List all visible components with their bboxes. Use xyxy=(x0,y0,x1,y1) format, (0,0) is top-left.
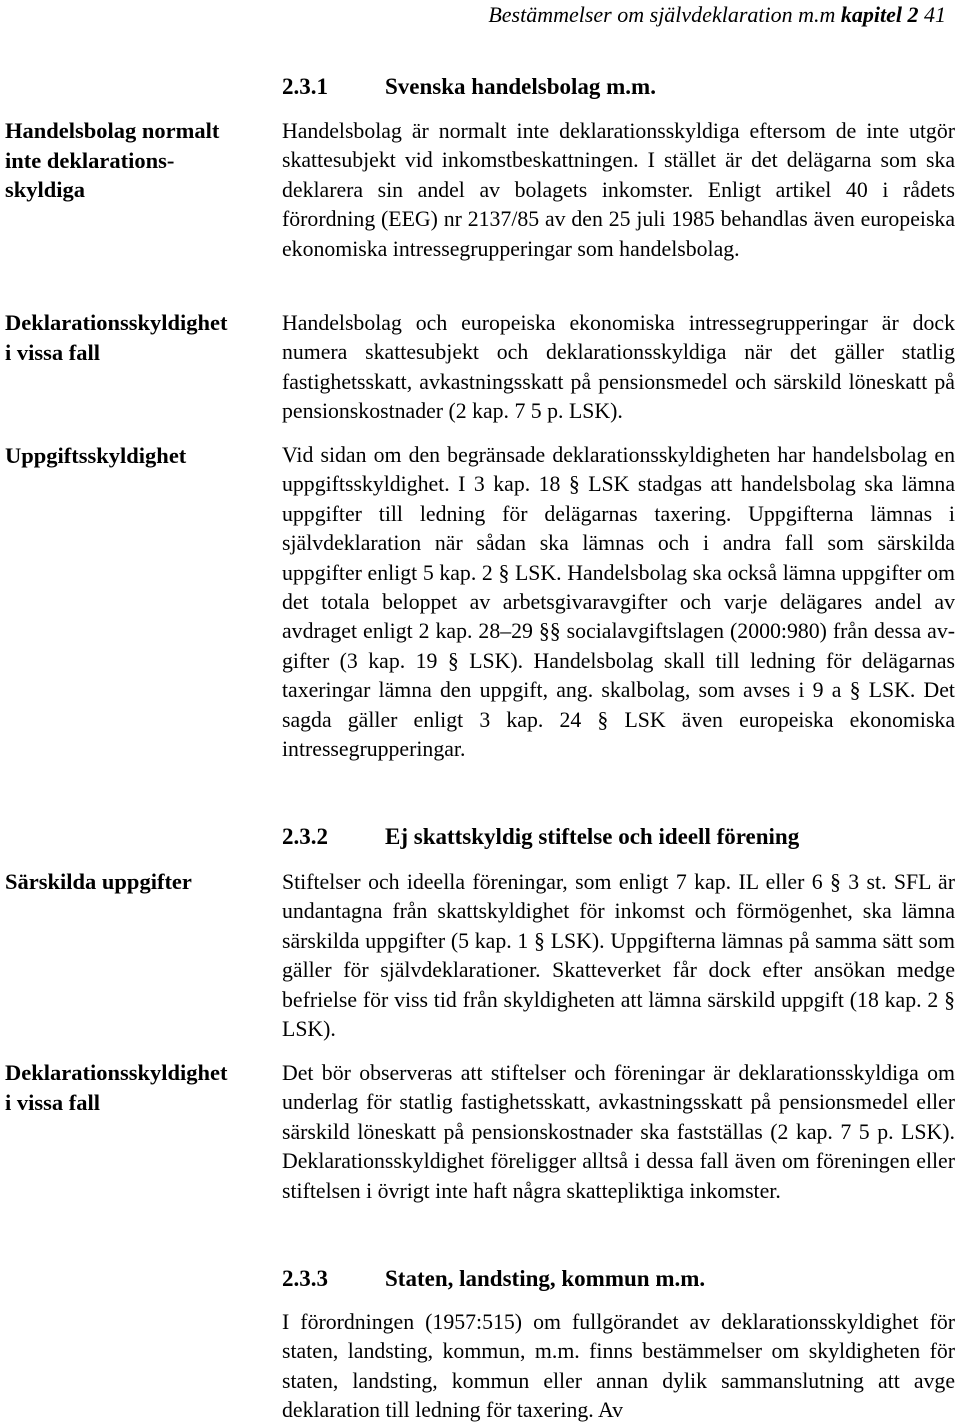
section-heading-2-3-3 xyxy=(282,1264,952,1294)
paragraph: Vid sidan om den begränsade deklarationsskyldigheten har handelsbolag en uppgiftsskyldighet. I 3 kap. 18 § LSK stadgas att handelsbolag ska lämna uppgifter till ledning för delägarnas taxering. Uppgifterna lämnas i självdeklaration när sådan ska lämnas och i andra fall som särskilda uppgifter enligt 5 kap. 2 § LSK. Handelsbolag ska också lämna uppgifter om det totala beloppet av arbetsgivaravgifter och varje delägares andel av avdraget enligt 2 kap. 28–29 §§ socialavgiftslagen (2000:980) från dessa avgifter (3 kap. 19 § LSK). Handelsbolag skall till ledning för delägarnas taxeringar lämna den uppgift, ang. skalbolag, som avses i 9 a § LSK. Det sagda gäller enligt 3 kap. 24 § LSK även europeiska ekonomiska intressegrupperingar. xyxy=(282,443,955,762)
margin-note-uppgiftsskyldighet: Uppgiftsskyldighet xyxy=(5,443,187,468)
paragraph: Stiftelser och ideella föreningar, som enligt 7 kap. IL eller 6 § 3 st. SFL är undantagna från skattskyldighet för inkomst och förmögenhet, ska lämna särskilda uppgifter (5 kap. 1 § LSK). Uppgifterna lämnas på samma sätt som gäller för självdeklarationer. Skatteverket får dock efter ansökan medge befrielse för viss tid från skyldigheten att lämna särskild uppgift (18 kap. 2 § LSK). xyxy=(282,870,955,1042)
section-heading-2-3-1 xyxy=(282,72,952,102)
section-heading-2-3-2 xyxy=(282,822,952,852)
section-number: 2.3.2 xyxy=(282,824,328,849)
margin-note-sarskilda-uppgifter: Särskilda uppgifter xyxy=(5,869,192,894)
running-header xyxy=(488,0,946,30)
margin-note-handelsbolag: Handelsbolag normalt inte deklarationsskyldiga xyxy=(5,118,220,202)
section-title: Ej skattskyldig stiftelse och ideell förening xyxy=(385,824,800,849)
paragraph: Det bör observeras att stiftelser och föreningar är deklarationsskyldiga om underlag för statlig fastighetsskatt, avkastningsskatt på pensionsmedel eller särskild löneskatt på pensionskostnader ska fastställas (2 kap. 7 5 p. LSK). Deklarationsskyldighet föreligger alltså i dessa fall även om föreningen eller stiftelsen i övrigt inte haft några skattepliktiga inkomster. xyxy=(282,1061,955,1203)
running-header-title: Bestämmelser om självdeklaration m.m xyxy=(488,2,836,27)
page-number: 41 xyxy=(924,2,946,27)
section-number: 2.3.3 xyxy=(282,1266,328,1291)
margin-note-deklarationsskyldighet-2: Deklarationsskyldighet i vissa fall xyxy=(5,1060,228,1115)
running-header-chapter: kapitel 2 xyxy=(840,2,919,27)
section-number: 2.3.1 xyxy=(282,74,328,99)
margin-note-deklarationsskyldighet-1: Deklarationsskyldighet i vissa fall xyxy=(5,310,228,365)
section-title: Svenska handelsbolag m.m. xyxy=(385,74,656,99)
paragraph: I förordningen (1957:515) om fullgörandet av deklarationsskyldighet för staten, landsting, kommun, m.m. finns bestämmelser om skyldigheten för staten, landsting, kommun eller annan dylik sammanslutning att avge deklaration till ledning för taxering. Av xyxy=(282,1310,955,1423)
paragraph: Handelsbolag är normalt inte deklarationsskyldiga eftersom de inte utgör skattesubjekt vid inkomstbeskattningen. I stället är det delägarna som ska deklarera sin andel av bolagets inkomster. Enligt artikel 40 i rådets förordning (EEG) nr 2137/85 av den 25 juli 1985 behandlas även europeiska ekonomiska intressegrupperingar som handelsbolag. xyxy=(282,119,955,261)
paragraph: Handelsbolag och europeiska ekonomiska intressegrupperingar är dock numera skattesubjekt och deklarationsskyldiga när det gäller statlig fastighetsskatt, avkastningsskatt på pensionsmedel och särskild löneskatt på pensionskostnader (2 kap. 7 5 p. LSK). xyxy=(282,311,955,424)
section-title: Staten, landsting, kommun m.m. xyxy=(385,1266,706,1291)
